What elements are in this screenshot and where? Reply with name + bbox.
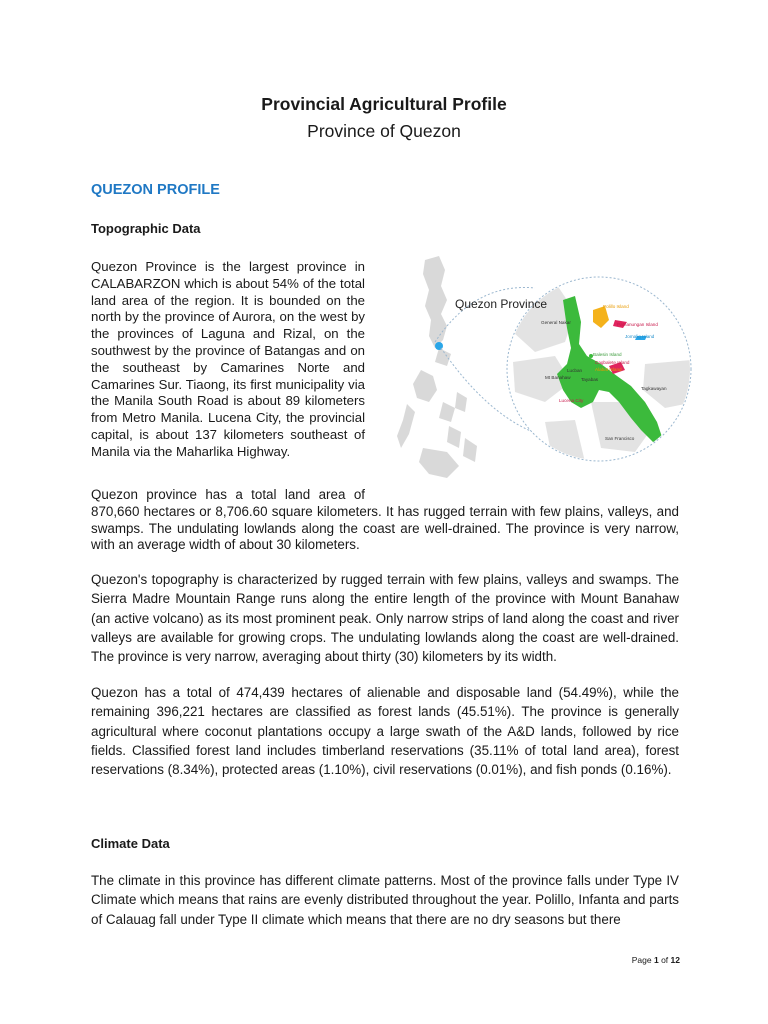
topographic-paragraph-2-rest: 870,660 hectares or 8,706.60 square kilometers. It has rugged terrain with few plains, valleys, and swamps. The undulating lowlands along the coast are well-drained. The province is very narrow, with an average width of about 30 kilometers. — [91, 503, 679, 553]
topographic-paragraph-4: Quezon has a total of 474,439 hectares of alienable and disposable land (54.49%), while the remaining 396,221 hectares are classified as forest lands (45.51%). The province is generally agricultural where coconut plantations occupy a large swath of the A&D lands, followed by rice fields. Classified forest land includes timberland reservations (35.11% of total land area), forest reservations (8.34%), protected areas (1.10%), civil reservations (0.01%), and fish ponds (0.16%). — [91, 685, 679, 778]
map-label: Lucban — [567, 368, 583, 373]
topographic-paragraph-3: Quezon's topography is characterized by rugged terrain with few plains, valleys and swamps. The Sierra Madre Mountain Range runs along the entire length of the province with Mount Banahaw (an active volcano) as its most prominent peak. Only narrow strips of land along the coast and river valleys are available for growing crops. The undulating lowlands along the coast are well-drained. The province is very narrow, averaging about thirty (30) kilometers by its width. — [91, 572, 679, 665]
map-label: Tagkawayan — [641, 386, 667, 391]
topographic-paragraph-2 — [91, 487, 679, 554]
page-number: 1 — [653, 955, 659, 965]
map-label: San Francisco — [605, 436, 635, 441]
page-word: Page — [631, 955, 652, 965]
philippines-silhouette — [397, 256, 477, 478]
page-total: 12 — [670, 955, 680, 965]
section-title: QUEZON PROFILE — [91, 182, 220, 198]
page-subtitle: Province of Quezon — [307, 121, 461, 141]
topographic-paragraph-2-first: Quezon province has a total land area of — [91, 487, 365, 502]
climate-heading: Climate Data — [91, 836, 170, 851]
page-title: Provincial Agricultural Profile — [261, 94, 507, 114]
map-label: Tayabas — [581, 377, 599, 382]
map-title: Quezon Province — [455, 297, 548, 311]
topographic-paragraph-1: Quezon Province is the largest province in CALABARZON which is about 54% of the total land area of the region. It is bounded on the north by the province of Aurora, on the west by the provinces of Laguna and Rizal, on the southwest by the province of Batangas and on the southeast by Camarines Norte and Camarines Sur. Tiaong, its first municipality via the Manila South Road is about 89 kilometers from Metro Manila. Lucena City, the provincial capital, is about 137 kilometers southeast of Manila via the Maharlika Highway. — [91, 259, 365, 459]
map-label: Mt Banahaw — [545, 375, 571, 380]
climate-paragraph-1: The climate in this province has different climate patterns. Most of the province falls under Type IV Climate which means that rains are evenly distributed throughout the year. Polillo, Infanta and parts of Calauag fall under Type II climate which means that there are no dry seasons but there — [91, 873, 679, 927]
map-label: Alabat Island — [595, 367, 622, 372]
map-label: Jomalig Island — [625, 334, 655, 339]
map-label: Patnanungan Island — [617, 322, 658, 327]
page-footer — [632, 955, 680, 965]
map-label: Lucena City — [559, 398, 584, 403]
of-word: of — [661, 955, 669, 965]
map-label: Balesin Island — [593, 352, 622, 357]
map-label: Polillo Island — [603, 304, 629, 309]
quezon-map-image — [395, 252, 695, 487]
map-label: General Nakar — [541, 320, 571, 325]
topographic-heading: Topographic Data — [91, 221, 201, 236]
map-label: Cagbalete Island — [595, 360, 630, 365]
